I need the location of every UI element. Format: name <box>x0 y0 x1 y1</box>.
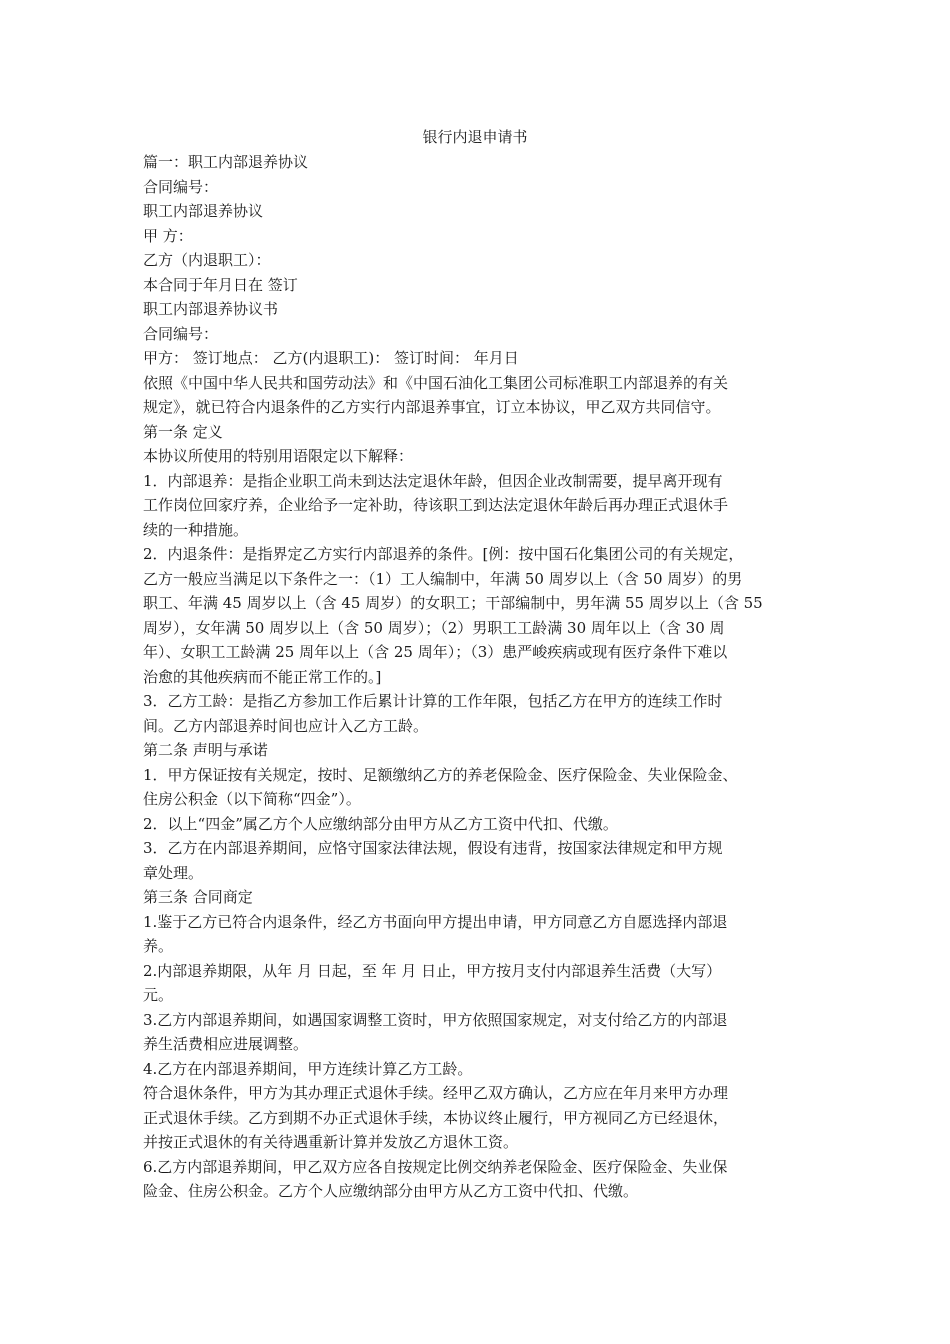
text-line: 乙方一般应当满足以下条件之一：（1）工人编制中，年满 50 周岁以上（含 50 周岁）的男 <box>143 569 743 588</box>
text-line: 第二条 声明与承诺 <box>143 741 268 759</box>
text-line: 4.乙方在内部退养期间，甲方连续计算乙方工龄。 <box>143 1059 473 1078</box>
text-line: 2.内部退养期限，从年 月 日起，至 年 月 日止，甲方按月支付内部退养生活费（大写） <box>143 961 722 980</box>
text-line: 养。 <box>143 937 174 955</box>
text-line: 职工内部退养协议书 <box>143 300 279 318</box>
text-line: 本协议所使用的特别用语限定以下解释： <box>143 447 414 465</box>
text-line: 6.乙方内部退养期间，甲乙双方应各自按规定比例交纳养老保险金、医疗保险金、失业保 <box>143 1157 728 1176</box>
text-line: 规定》，就已符合内退条件的乙方实行内部退养事宜，订立本协议，甲乙双方共同信守。 <box>143 398 721 416</box>
text-line: 正式退休手续。乙方到期不办正式退休手续，本协议终止履行，甲方视同乙方已经退休， <box>143 1108 729 1127</box>
text-line: 篇一：职工内部退养协议 <box>143 153 309 171</box>
text-line: 1．内部退养：是指企业职工尚未到达法定退休年龄，但因企业改制需要，提早离开现有 <box>143 471 723 490</box>
text-line: 养生活费相应进展调整。 <box>143 1035 309 1053</box>
text-line: 甲 方： <box>143 226 193 245</box>
text-line: 2．以上“四金”属乙方个人应缴纳部分由甲方从乙方工资中代扣、代缴。 <box>143 814 618 833</box>
text-line: 周岁），女年满 50 周岁以上（含 50 周岁）；（2）男职工工龄满 30 周年以上（含 30 周 <box>143 618 725 637</box>
document-title: 银行内退申请书 <box>422 128 528 146</box>
text-line: 住房公积金（以下简称“四金”）。 <box>143 790 361 808</box>
text-line: 职工内部退养协议 <box>143 202 264 220</box>
text-line: 工作岗位回家疗养，企业给予一定补助，待该职工到达法定退休年龄后再办理正式退休手 <box>143 496 729 514</box>
text-line: 1.鉴于乙方已符合内退条件，经乙方书面向甲方提出申请，甲方同意乙方自愿选择内部退 <box>143 912 728 931</box>
document-body <box>143 150 833 1204</box>
text-line: 1．甲方保证按有关规定，按时、足额缴纳乙方的养老保险金、医疗保险金、失业保险金、 <box>143 765 738 784</box>
text-line: 间。乙方内部退养时间也应计入乙方工龄。 <box>143 716 429 735</box>
text-line: 合同编号： <box>143 177 219 196</box>
text-line: 第一条 定义 <box>143 422 223 441</box>
text-line: 合同编号： <box>143 324 219 343</box>
text-line: 3.乙方内部退养期间，如遇国家调整工资时，甲方依照国家规定，对支付给乙方的内部退 <box>143 1010 728 1029</box>
text-line: 3．乙方在内部退养期间，应恪守国家法律法规，假设有违背，按国家法律规定和甲方规 <box>143 839 723 857</box>
text-line: 并按正式退休的有关待遇重新计算并发放乙方退休工资。 <box>143 1133 519 1151</box>
text-line: 第三条 合同商定 <box>143 888 253 906</box>
text-line: 符合退休条件，甲方为其办理正式退休手续。经甲乙双方确认，乙方应在年月来甲方办理 <box>143 1084 729 1102</box>
text-line: 甲方： 签订地点： 乙方(内退职工)： 签订时间： 年月日 <box>143 349 519 367</box>
text-line: 章处理。 <box>143 863 204 882</box>
text-line: 乙方（内退职工）： <box>143 251 271 269</box>
text-line: 元。 <box>143 986 174 1004</box>
text-line: 年）、女职工工龄满 25 周年以上（含 25 周年）；（3）患严峻疾病或现有医疗条件下难以 <box>143 643 728 661</box>
text-line: 本合同于年月日在 签订 <box>143 275 298 294</box>
text-line: 职工、年满 45 周岁以上（含 45 周岁）的女职工；干部编制中，男年满 55 周岁以上（含 55 <box>143 594 763 612</box>
text-line: 治愈的其他疾病而不能正常工作的。] <box>143 667 382 686</box>
text-line: 2．内退条件：是指界定乙方实行内部退养的条件。[例：按中国石化集团公司的有关规定， <box>143 545 744 563</box>
text-line: 3．乙方工龄：是指乙方参加工作后累计计算的工作年限，包括乙方在甲方的连续工作时 <box>143 692 723 710</box>
text-line: 依照《中国中华人民共和国劳动法》和《中国石油化工集团公司标准职工内部退养的有关 <box>143 373 729 392</box>
text-line: 险金、住房公积金。乙方个人应缴纳部分由甲方从乙方工资中代扣、代缴。 <box>143 1182 639 1200</box>
text-line: 续的一种措施。 <box>143 520 249 539</box>
